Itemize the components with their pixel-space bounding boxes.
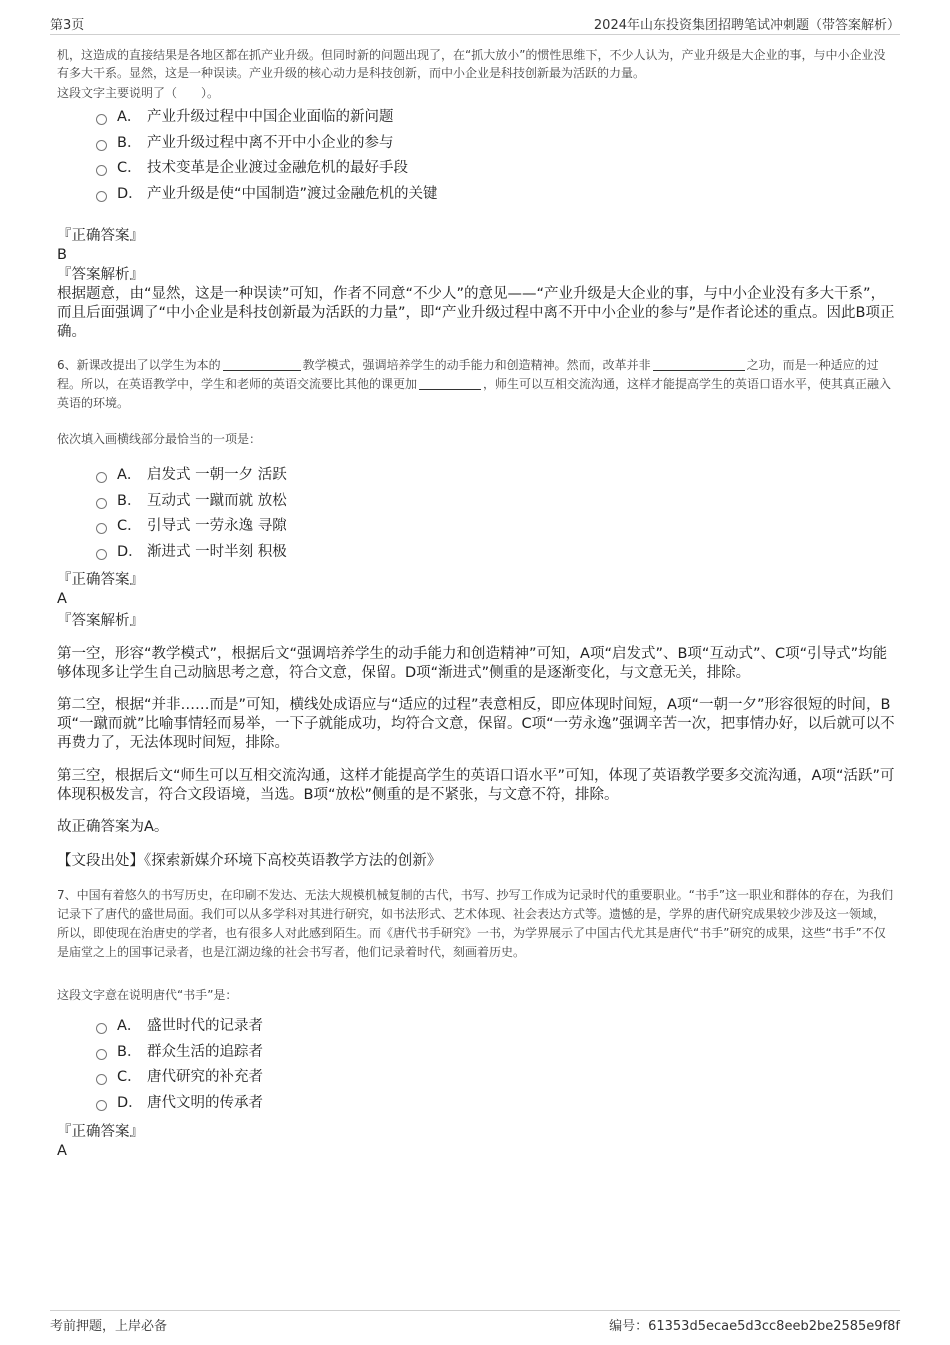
page-number: 第3页 (50, 18, 85, 33)
radio-icon[interactable] (96, 191, 107, 202)
q5-option-d[interactable]: D． 产业升级是使“中国制造”渡过金融危机的关键 (96, 182, 696, 208)
q6-analysis-2: 第二空，根据“并非……而是”可知，横线处成语应与“适应的过程”表意相反，即应体现时间短，A项“一朝一夕”形容很短的时间，B项“一蹴而就”比喻事情轻而易举，一下子就能成功，均符合文意，保留。C项“一劳永逸”强调辛苦一次，把事情办好，以后就可以不再费力了，无法体现时间短，排除。 (57, 697, 895, 751)
q6-analysis-3: 第三空，根据后文“师生可以互相交流沟通，这样才能提高学生的英语口语水平”可知，体现了英语教学要多交流沟通，A项“活跃”可体现积极发言，符合文段语境，当选。B项“放松”侧重的是不紧张，与文意不符，排除。 (57, 768, 895, 803)
radio-icon[interactable] (96, 165, 107, 176)
q6-option-a[interactable]: A． 启发式 一朝一夕 活跃 (96, 463, 696, 489)
q7-options (96, 1014, 696, 1117)
footer-slogan: 考前押题，上岸必备 (50, 1319, 168, 1334)
radio-icon[interactable] (96, 549, 107, 560)
radio-icon[interactable] (96, 140, 107, 151)
q7-option-c[interactable]: C． 唐代研究的补充者 (96, 1065, 696, 1091)
q7-option-a[interactable]: A． 盛世时代的记录者 (96, 1014, 696, 1040)
q7-answer: A (57, 1143, 67, 1159)
radio-icon[interactable] (96, 114, 107, 125)
blank-3 (419, 376, 481, 390)
q6-source: 【文段出处】《探索新媒介环境下高校英语教学方法的创新》 (57, 853, 442, 869)
radio-icon[interactable] (96, 1100, 107, 1111)
q6-option-c[interactable]: C． 引导式 一劳永逸 寻隙 (96, 514, 696, 540)
document-id: 编号：61353d5ecae5d3cc8eeb2be2585e9f8f (609, 1319, 900, 1334)
q6-options (96, 463, 696, 566)
q6-conclusion: 故正确答案为A。 (57, 819, 169, 835)
q7-option-d[interactable]: D． 唐代文明的传承者 (96, 1091, 696, 1117)
q6-option-d[interactable]: D． 渐进式 一时半刻 积极 (96, 540, 696, 566)
q5-analysis-label: 『答案解析』 (57, 267, 144, 283)
q5-option-c[interactable]: C． 技术变革是企业渡过金融危机的最好手段 (96, 156, 696, 182)
q5-answer-label: 『正确答案』 (57, 228, 144, 244)
blank-2 (653, 357, 745, 371)
q6-option-b[interactable]: B． 互动式 一蹴而就 放松 (96, 489, 696, 515)
q5-question: 这段文字主要说明了（ ）。 (57, 86, 220, 100)
q5-answer: B (57, 247, 67, 263)
radio-icon[interactable] (96, 1049, 107, 1060)
q6-analysis-label: 『答案解析』 (57, 613, 144, 629)
q6-answer-label: 『正确答案』 (57, 572, 144, 588)
document-title: 2024年山东投资集团招聘笔试冲刺题（带答案解析） (593, 18, 900, 33)
q5-passage: 机，这造成的直接结果是各地区都在抓产业升级。但同时新的问题出现了，在“抓大放小”的惯性思维下，不少人认为，产业升级是大企业的事，与中小企业没有多大干系。显然，这是一种误读。产业升级的核心动力是科技创新，而中小企业是科技创新最为活跃的力量。 (57, 48, 886, 80)
q6-passage: 6、新课改提出了以学生为本的 教学模式，强调培养学生的动手能力和创造精神。然而，改革并非 之功，而是一种适应的过程。所以，在英语教学中，学生和老师的英语交流要比其他的课更加 ，师生可以互相交流沟通，这样才能提高学生的英语口语水平，使其真正融入英语的环境。 (57, 358, 892, 410)
q7-option-b[interactable]: B． 群众生活的追踪者 (96, 1040, 696, 1066)
radio-icon[interactable] (96, 498, 107, 509)
radio-icon[interactable] (96, 1074, 107, 1085)
q7-answer-label: 『正确答案』 (57, 1124, 144, 1140)
page-header (50, 12, 900, 35)
radio-icon[interactable] (96, 523, 107, 534)
q7-prompt: 这段文字意在说明唐代“书手”是： (57, 988, 238, 1002)
q5-option-a[interactable]: A． 产业升级过程中中国企业面临的新问题 (96, 105, 696, 131)
radio-icon[interactable] (96, 1023, 107, 1034)
q5-option-b[interactable]: B． 产业升级过程中离不开中小企业的参与 (96, 131, 696, 157)
q6-prompt: 依次填入画横线部分最恰当的一项是： (57, 432, 262, 446)
page-footer (50, 1310, 900, 1335)
radio-icon[interactable] (96, 472, 107, 483)
q6-analysis-1: 第一空，形容“教学模式”，根据后文“强调培养学生的动手能力和创造精神”可知，A项“启发式”、B项“互动式”、C项“引导式”均能够体现多让学生自己动脑思考之意，符合文意，保留。D项“渐进式”侧重的是逐渐变化，与文意无关，排除。 (57, 646, 888, 681)
blank-1 (223, 357, 301, 371)
q5-options (96, 105, 696, 208)
q5-analysis: 根据题意，由“显然，这是一种误读”可知，作者不同意“不少人”的意见——“产业升级是大企业的事，与中小企业没有多大干系”，而且后面强调了“中小企业是科技创新最为活跃的力量”，即“产业升级过程中离不开中小企业的参与”是作者论述的重点。因此B项正确。 (57, 286, 895, 340)
q7-passage: 7、中国有着悠久的书写历史，在印刷不发达、无法大规模机械复制的古代，书写、抄写工作成为记录时代的重要职业。“书手”这一职业和群体的存在，为我们记录下了唐代的盛世局面。我们可以从多学科对其进行研究，如书法形式、艺术体现、社会表达方式等。遗憾的是，学界的唐代研究成果较少涉及这一领域，所以，即使现在治唐史的学者，也有很多人对此感到陌生。而《唐代书手研究》一书，为学界展示了中国古代尤其是唐代“书手”研究的成果，这些“书手”不仅是庙堂之上的国事记录者，也是江湖边缘的社会书写者，他们记录着时代，刻画着历史。 (57, 888, 894, 959)
q6-answer: A (57, 591, 67, 607)
